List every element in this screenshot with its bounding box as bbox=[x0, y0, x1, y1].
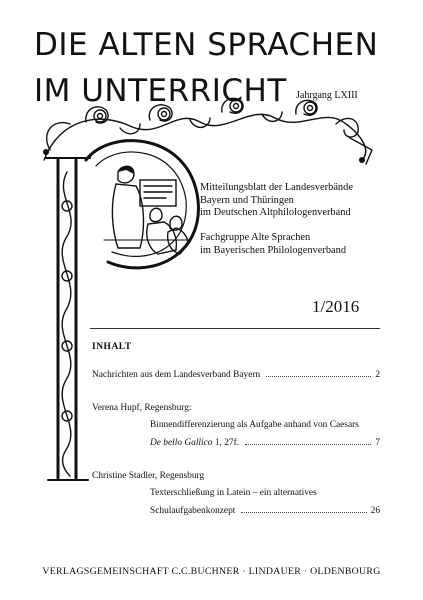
contents-heading: INHALT bbox=[92, 342, 132, 352]
toc-entry-title: Nachrichten aus dem Landesverband Bayern bbox=[92, 370, 261, 380]
journal-title-line-2: IM UNTERRICHT bbox=[34, 73, 287, 109]
spacer bbox=[0, 552, 423, 553]
toc-entry[interactable] bbox=[92, 370, 380, 380]
work-title: De bello Gallico bbox=[150, 438, 213, 448]
toc-leader bbox=[245, 443, 371, 445]
toc-author: Verena Hupf, Regensburg: bbox=[92, 403, 192, 413]
toc-entry[interactable] bbox=[150, 438, 380, 448]
toc-entry[interactable] bbox=[150, 506, 380, 516]
info-line: im Bayerischen Philologenverband bbox=[200, 244, 347, 256]
fachgruppe-info bbox=[200, 232, 346, 257]
info-line: Mitteilungsblatt der Landesverbände bbox=[200, 182, 353, 193]
toc-leader bbox=[241, 511, 366, 513]
toc-page: 26 bbox=[370, 506, 380, 516]
info-line: Bayern und Thüringen bbox=[200, 194, 294, 206]
divider bbox=[90, 328, 380, 329]
issue-number: 1/2016 bbox=[312, 297, 360, 316]
publisher-line: VERLAGSGEMEINSCHAFT C.C.BUCHNER · LINDAUER · OLDENBOURG bbox=[42, 566, 381, 577]
journal-title-line-1: DIE ALTEN SPRACHEN bbox=[34, 27, 379, 63]
info-line: Fachgruppe Alte Sprachen bbox=[200, 232, 311, 243]
publication-info bbox=[200, 182, 353, 220]
toc-entry-title-cont bbox=[150, 438, 239, 448]
toc-leader bbox=[266, 375, 371, 377]
volume-label: Jahrgang LXIII bbox=[296, 90, 358, 101]
info-line: im Deutschen Altphilologenverband bbox=[200, 207, 351, 218]
toc-author: Christine Stadler, Regensburg bbox=[92, 471, 205, 481]
toc-entry-title-cont: Schulaufgabenkonzept bbox=[150, 506, 236, 516]
toc-entry-title: Binnendifferenzierung als Aufgabe anhand von Caesars bbox=[150, 420, 359, 430]
toc-entry-title: Texterschließung in Latein – ein alternatives bbox=[150, 488, 317, 498]
toc-page: 7 bbox=[375, 438, 380, 448]
work-reference: 1, 27f. bbox=[212, 438, 240, 448]
toc-page: 2 bbox=[375, 370, 380, 380]
